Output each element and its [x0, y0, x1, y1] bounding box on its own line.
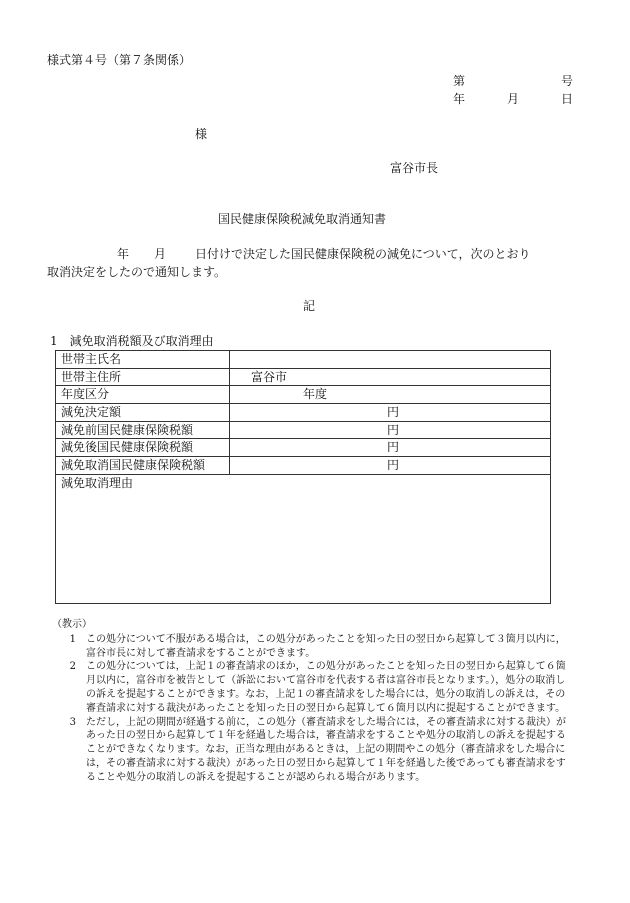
ki-label: 記 — [303, 299, 316, 313]
form-label: 様式第４号（第７条関係） — [47, 53, 192, 67]
row-label: 世帯主氏名 — [56, 351, 230, 368]
body-line-2: 取消決定をしたので通知します。 — [47, 265, 227, 279]
row-label: 年度区分 — [56, 386, 230, 403]
body-date-nen: 年 — [117, 247, 130, 261]
number-dai: 第 — [453, 74, 466, 88]
yen-unit: 円 — [387, 422, 400, 437]
reason-cell: 減免取消理由 — [61, 475, 134, 490]
instruction-number: 1 — [69, 633, 76, 645]
date-hi: 日 — [561, 92, 574, 106]
row-label: 減免取消国民健康保険税額 — [56, 457, 230, 474]
instructions-heading: （教示） — [52, 619, 92, 630]
table-row — [56, 351, 550, 369]
document-title: 国民健康保険税減免取消通知書 — [218, 212, 387, 226]
date-nen: 年 — [453, 92, 466, 106]
table-row — [56, 439, 550, 457]
yen-unit: 円 — [387, 405, 400, 420]
instruction-item — [52, 660, 572, 715]
row-label: 減免後国民健康保険税額 — [56, 439, 230, 456]
table-row — [56, 386, 550, 404]
recipient-sama: 様 — [195, 127, 208, 141]
body-line-1: 日付けで決定した国民健康保険税の減免について，次のとおり — [195, 247, 531, 261]
section-heading: 1 減免取消税額及び取消理由 — [50, 334, 214, 348]
table-row — [56, 457, 550, 475]
fiscal-year-unit: 年度 — [303, 387, 328, 402]
table-row — [56, 369, 550, 387]
row-label: 減免前国民健康保険税額 — [56, 422, 230, 439]
table-row — [56, 422, 550, 440]
instruction-text: この処分について不服がある場合は，この処分があったことを知った日の翌日から起算して３箇月以内に，富谷市長に対して審査請求をすることができます。 — [86, 633, 566, 659]
instruction-number: 3 — [69, 716, 76, 728]
row-value — [230, 351, 550, 368]
body-date-tsuki: 月 — [154, 247, 167, 261]
instruction-number: 2 — [69, 661, 76, 673]
issuer-name: 富谷市長 — [390, 161, 439, 175]
yen-unit: 円 — [387, 440, 400, 455]
address-prefix: 富谷市 — [251, 369, 288, 384]
row-label: 減免決定額 — [56, 404, 230, 421]
instruction-text: ただし，上記の期間が経過する前に，この処分（審査請求をした場合には，その審査請求に対する裁決）があった日の翌日から起算して１年を経過した場合は，審査請求をすることや処分の取消しの訴えを提起することができなくなります。なお，正当な理由があるときは，上記の期間やこの処分（審査請求をした場合には，その審査請求に対する裁決）があった日の翌日から起算して１年を経過した後であっても審査請求をすることや処分の取消しの訴えを提起することが認められる場合があります。 — [86, 716, 566, 783]
date-tsuki: 月 — [507, 92, 520, 106]
row-label: 世帯主住所 — [56, 369, 230, 386]
instruction-item — [52, 716, 572, 785]
instruction-text: この処分については，上記１の審査請求のほか，この処分があったことを知った日の翌日から起算して６箇月以内に，富谷市を被告として（訴訟において富谷市を代表する者は富谷市長となります。），処分の取消しの訴えを提起することができます。なお，上記１の審査請求をした場合には，処分の取消しの訴えは，その審査請求に対する裁決があったことを知った日の翌日から起算して６箇月以内に提起することができます。 — [86, 661, 566, 714]
yen-unit: 円 — [387, 458, 400, 473]
number-gou: 号 — [561, 74, 574, 88]
instruction-item — [52, 633, 572, 661]
instructions — [52, 618, 572, 785]
table-row — [56, 404, 550, 422]
tax-table — [55, 350, 551, 604]
